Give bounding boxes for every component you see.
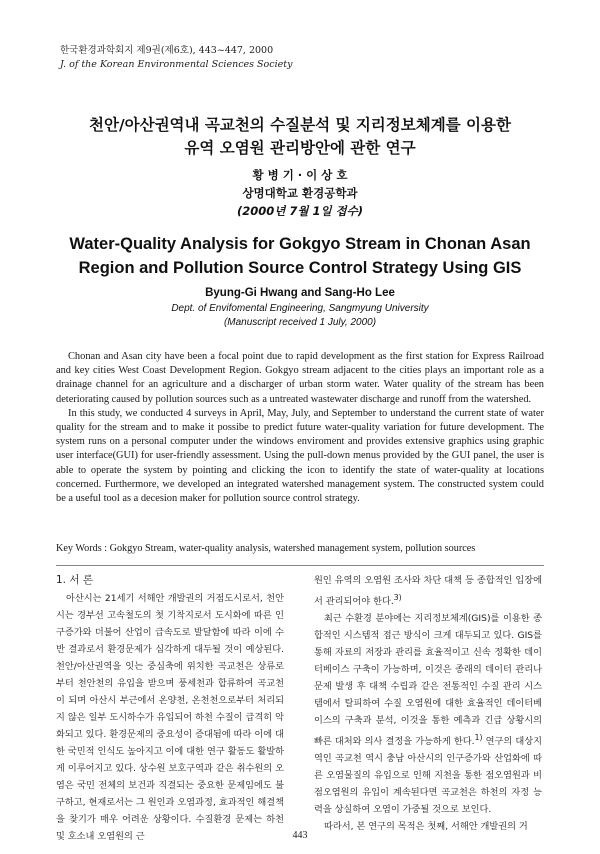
body-left-column	[56, 572, 284, 845]
body-text: 최근 수환경 분야에는 지리정보체계(GIS)를 이용한 종합적인 시스템적 접근 방식이 크게 대두되고 있다. GIS를 통해 자료의 저장과 관리를 효율적이고 신속 정확한 데이터베이스 구축이 가능하며, 이것은 종래의 데이터 관리나 문제 발생 후 대책 수립과 같은 전통적인 수질 관리 시스템에서 탈피하여 수질 오염원에 대한 효율적인 데이터베이스의 구축과 분석, 이것을 통한 예측과 긴급 상황시의 빠른 대처와 의사 결정을 가능하게 한다.	[314, 613, 542, 748]
english-title-line-2: Region and Pollution Source Control Strategy Using GIS	[78, 259, 522, 277]
citation-ref: 1)	[474, 733, 483, 743]
citation-ref: 3)	[393, 593, 402, 602]
body-paragraph	[314, 572, 542, 610]
english-affiliation: Dept. of Envifomental Engineering, Sangmyung University	[171, 303, 429, 314]
korean-title-line-2: 유역 오염원 관리방안에 관한 연구	[184, 139, 416, 157]
korean-affiliation: 상명대학교 환경공학과	[242, 186, 358, 200]
journal-name-english: J. of the Korean Environmental Sciences Society	[60, 59, 293, 70]
korean-received-date: (2000년 7월 1일 접수)	[236, 204, 364, 218]
english-received-date: (Manuscript received 1 July, 2000)	[223, 317, 377, 328]
english-title-line-1: Water-Quality Analysis for Gokgyo Stream in Chonan Asan	[69, 235, 531, 253]
english-title	[40, 232, 560, 280]
page-number: 443	[292, 830, 308, 841]
abstract-paragraph-2: In this study, we conducted 4 surveys in April, May, July, and September to understand the current state of water quality for the stream and to make it possibe to predict future water-quality variation for future development. The system runs on a personal computer under the windows enviroment and provides extensive graphics using graphic user interface(GUI) for user-friendly assessment. Using the pull-down menus provided by the GUI panel, the user is able to operate the system by pointing and clicking the icon to identify the state of water-quality at locations concerned. Furthermore, we developed an integrated watershed management system. The constructed system could be a useful tool as a decesion maker for pollution source control strategy.	[56, 407, 544, 505]
body-paragraph	[314, 610, 542, 818]
keywords: Key Words : Gokgyo Stream, water-quality analysis, watershed management system, pollution sources	[56, 543, 476, 554]
body-paragraph: 아산시는 21세기 서해안 개발권의 거점도시로서, 천안시는 경부선 고속철도의 첫 기착지로서 도시화에 따른 인구증가와 더불어 산업이 급속도로 발달함에 따라 이에 수반 결과로서 환경문제가 심각하게 대두될 것이 예상된다. 천안/아산권역을 잇는 중심축에 위치한 곡교천은 상류로부터 천안천의 유입을 받으며 풍세천과 합류하여 곡교천이 되며 아산시 부근에서 온양천, 온천천으로부터 처리되지 않은 일부 도시하수가 유입되어 하천 수질이 급격히 악화되고 있다. 환경문제의 중요성이 증대됨에 따라 이에 대한 국민적 인식도 높아지고 이에 대한 연구 활동도 활발하게 이루어지고 있다. 상수원 보호구역과 같은 취수원의 오염은 국민 전체의 보건과 직결되는 중요한 문제임에도 불구하고, 현재로서는 그 원인과 오염과정, 효과적인 해결책을 찾기가 매우 어려운 상황이다. 수질환경 문제는 하천 및 호소내 오염원의 근	[56, 593, 284, 842]
korean-author-names: 황 병 기 · 이 상 호	[252, 168, 348, 182]
korean-title	[40, 114, 560, 160]
body-text: 원인 유역의 오염원 조사와 차단 대책 등 종합적인 입장에서 관리되어야 한다.	[314, 575, 542, 608]
body-right-column	[314, 572, 542, 835]
section-divider	[56, 565, 544, 566]
introduction-heading: 1. 서 론	[56, 574, 93, 586]
abstract-paragraph-1: Chonan and Asan city have been a focal point due to rapid development as the first station for Express Railroad and key cities West Coast Development Region. Gokgyo stream adjacent to the cities plays an important role as a drainage channel for an agriculture and a discharger of urban storm water. Water quality of the stream has been deteriorating caused by pollution sources such as a untreated wastewater discharge and runoff from the watershed.	[56, 351, 544, 405]
korean-title-line-1: 천안/아산권역내 곡교천의 수질분석 및 지리정보체계를 이용한	[89, 116, 511, 134]
body-paragraph: 따라서, 본 연구의 목적은 첫째, 서해안 개발권의 거	[324, 821, 528, 833]
journal-header	[60, 44, 292, 72]
journal-name-korean: 한국환경과학회지 제9권(제6호), 443~447, 2000	[60, 45, 274, 56]
english-author-names: Byung-Gi Hwang and Sang-Ho Lee	[205, 287, 395, 299]
body-text: 연구의 대상지역인 곡교천 역시 충남 아산시의 인구증가와 산업화에 따른 오염물질의 유입으로 인해 지천을 통한 점오염원과 비점오염원의 유입이 계속된다면 곡교천은 하천의 자정 능력을 상실하여 오염이 가중될 것으로 보인다.	[314, 736, 542, 816]
abstract	[56, 350, 544, 506]
korean-author-block	[40, 166, 560, 220]
english-author-block	[40, 286, 560, 330]
